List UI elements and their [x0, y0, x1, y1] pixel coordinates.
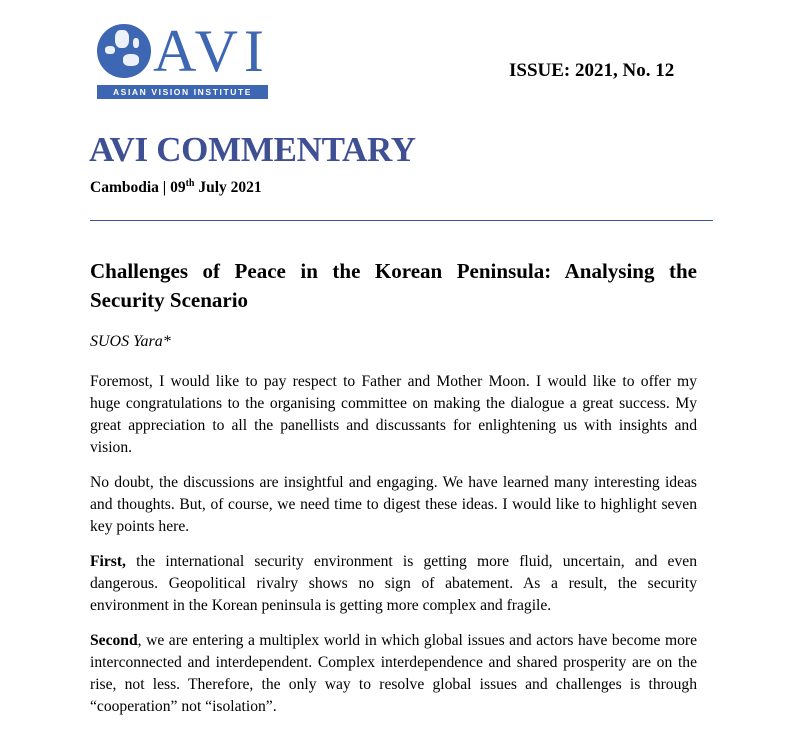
- publication-title: AVI COMMENTARY: [89, 130, 416, 169]
- paragraph-line: environment in the Korean peninsula is getting more complex and fragile.: [90, 597, 552, 614]
- paragraph-line: interconnected and interdependent. Complex interdependence and shared prosperity are on the: [90, 654, 697, 671]
- author: SUOS Yara*: [90, 333, 171, 350]
- headline-line: Security Scenario: [90, 288, 249, 312]
- logo-subtitle: ASIAN VISION INSTITUTE: [97, 85, 268, 99]
- paragraph-line: Second, we are entering a multiplex world in which global issues and actors have become more: [90, 632, 697, 649]
- paragraph: [90, 371, 697, 459]
- paragraph-line: First, the international security environment is getting more fluid, uncertain, and even: [90, 553, 697, 570]
- paragraph-line: dangerous. Geopolitical rivalry shows no sign of abatement. As a result, the security: [90, 575, 697, 592]
- paragraph: [90, 630, 697, 718]
- paragraph: [90, 472, 697, 538]
- paragraph-line: Foremost, I would like to pay respect to Father and Mother Moon. I would like to offer my: [90, 373, 697, 390]
- paragraph-line: huge congratulations to the organising committee on making the dialogue a great success. My: [90, 395, 697, 412]
- paragraph-line: rise, not less. Therefore, the only way to resolve global issues and challenges is through: [90, 676, 697, 693]
- paragraph-lead: Second: [90, 632, 138, 649]
- dateline-ordinal: th: [185, 178, 195, 189]
- paragraph-line: “cooperation” not “isolation”.: [90, 698, 277, 715]
- dateline-date: July 2021: [194, 179, 262, 197]
- dateline-location: Cambodia | 09: [90, 179, 186, 197]
- paragraph-line: and thoughts. But, of course, we need time to digest these ideas. I would like to highlight seven: [90, 496, 697, 513]
- paragraph-line: No doubt, the discussions are insightful and engaging. We have learned many interesting ideas: [90, 474, 697, 491]
- globe-icon: [97, 24, 151, 78]
- avi-logo: [97, 18, 270, 100]
- paragraph: [90, 551, 697, 617]
- divider: [90, 220, 713, 221]
- article-headline: [90, 257, 697, 315]
- paragraph-lead: First,: [90, 553, 126, 570]
- logo-letters: AVI: [153, 18, 270, 84]
- dateline: [90, 178, 262, 197]
- issue-number: ISSUE: 2021, No. 12: [509, 60, 675, 81]
- headline-line: Challenges of Peace in the Korean Peninsula: Analysing the: [90, 259, 697, 283]
- article-body: [90, 371, 697, 731]
- paragraph-line: key points here.: [90, 518, 190, 535]
- paragraph-line: vision.: [90, 439, 133, 456]
- paragraph-line: great appreciation to all the panellists and discussants for enlightening us with insights and: [90, 417, 697, 434]
